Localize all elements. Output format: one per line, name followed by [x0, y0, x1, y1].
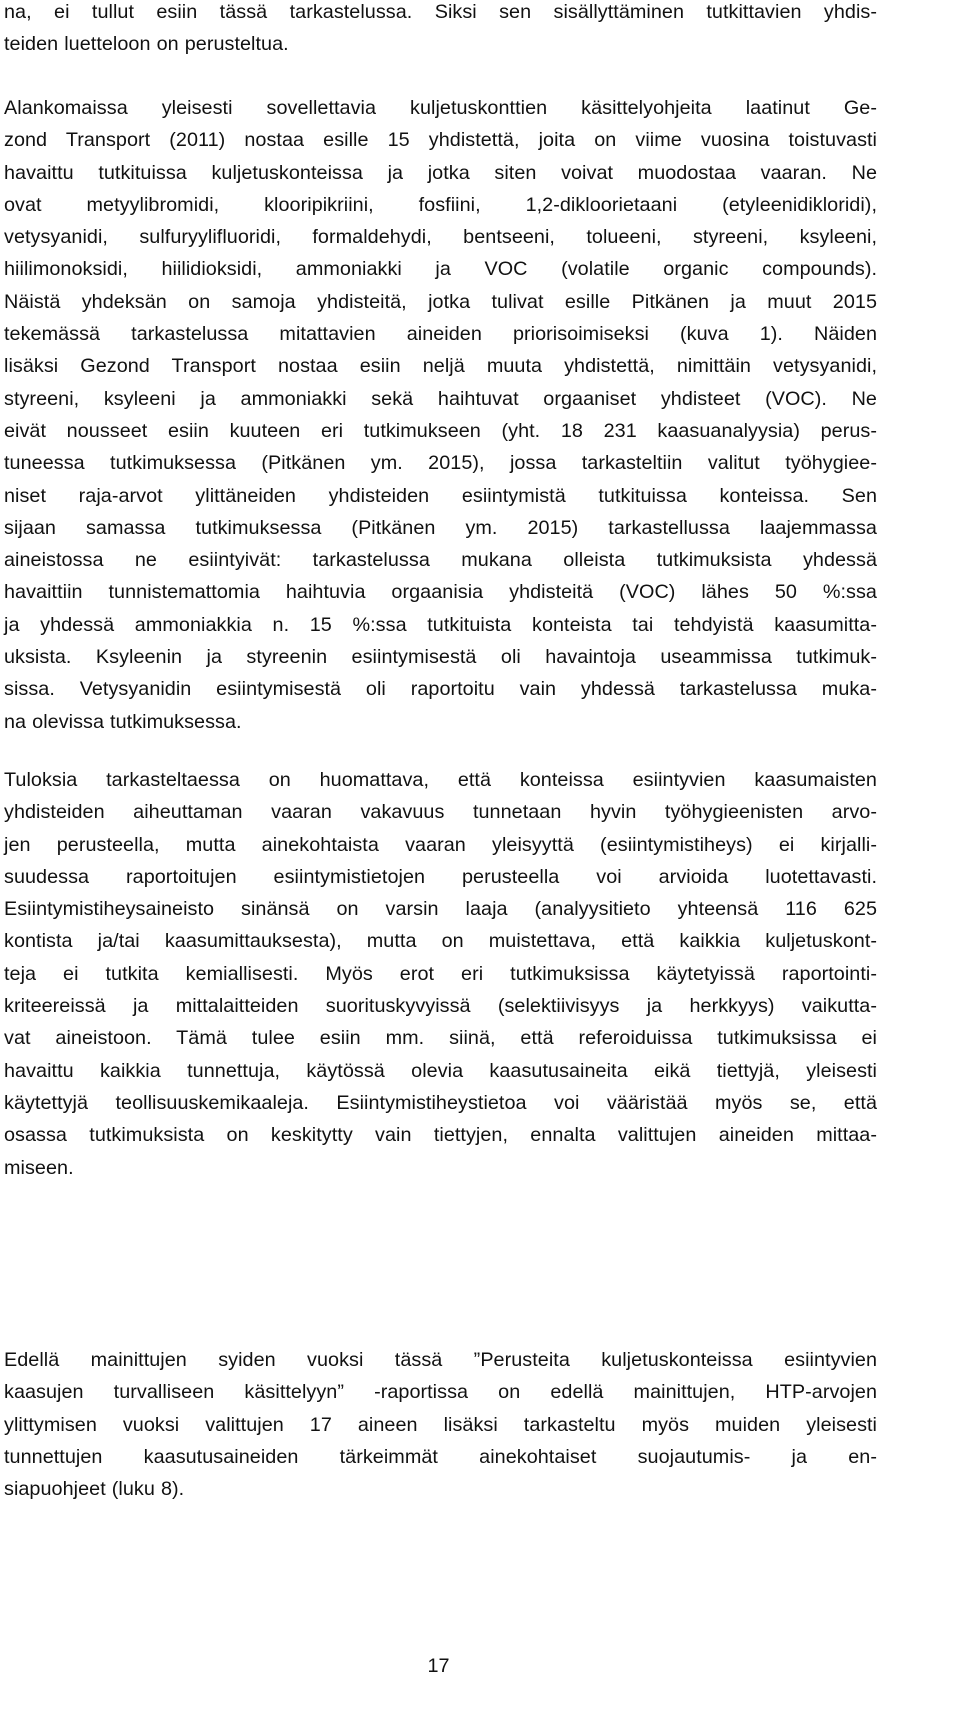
text-line: hiilimonoksidi, hiilidioksidi, ammoniakki ja VOC (volatile organic compounds).: [4, 258, 877, 281]
text-line: siapuohjeet (luku 8).: [4, 1478, 185, 1501]
text-line: lisäksi Gezond Transport nostaa esiin neljä muuta yhdistettä, nimittäin vetysyanidi,: [4, 355, 877, 378]
text-line: sissa. Vetysyanidin esiintymisestä oli raportoitu vain yhdessä tarkastelussa muka-: [4, 678, 877, 701]
text-line: na, ei tullut esiin tässä tarkastelussa. Siksi sen sisällyttäminen tutkittavien yhdis-: [4, 1, 877, 23]
text-line: tunnettujen kaasutusaineiden tärkeimmät ainekohtaiset suojautumis- ja en-: [4, 1445, 877, 1468]
text-line: aineistossa ne esiintyivät: tarkastelussa mukana olleista tutkimuksista yhdessä: [4, 549, 877, 572]
text-line: kaasujen turvalliseen käsittelyyn” -raportissa on edellä mainittujen, HTP-arvojen: [4, 1381, 877, 1404]
paragraph-intro: [4, 0, 877, 61]
paragraph-gezond-transport: [4, 92, 877, 738]
text-line: havaittu kaikkia tunnettuja, käytössä olevia kaasutusaineita eikä tiettyjä, yleisesti: [4, 1059, 877, 1082]
text-line: Tuloksia tarkasteltaessa on huomattava, että konteissa esiintyvien kaasumaisten: [4, 769, 877, 791]
text-line: Edellä mainittujen syiden vuoksi tässä ”Perusteita kuljetuskonteissa esiintyvien: [4, 1349, 877, 1371]
text-line: käytettyjä teollisuuskemikaaleja. Esiintymistiheystietoa voi vääristää myös se, että: [4, 1091, 877, 1114]
text-line: na olevissa tutkimuksessa.: [4, 710, 242, 733]
paragraph-edella: [4, 1344, 877, 1505]
text-line: uksista. Ksyleenin ja styreenin esiintymisestä oli havaintoja useammissa tutkimuk-: [4, 646, 877, 669]
text-line: Näistä yhdeksän on samoja yhdisteitä, jotka tulivat esille Pitkänen ja muut 2015: [4, 290, 877, 313]
text-line: kriteereissä ja mittalaitteiden suorituskyvyissä (selektiivisyys ja herkkyys) vaikutta-: [4, 995, 877, 1018]
text-line: havaittu tutkituissa kuljetuskonteissa ja jotka siten voivat muodostaa vaaran. Ne: [4, 161, 877, 184]
text-line: sijaan samassa tutkimuksessa (Pitkänen ym. 2015) tarkastellussa laajemmassa: [4, 516, 877, 539]
paragraph-tuloksia: [4, 764, 877, 1184]
text-line: jen perusteella, mutta ainekohtaista vaaran yleisyyttä (esiintymistiheys) ei kirjalli-: [4, 833, 877, 856]
text-line: zond Transport (2011) nostaa esille 15 yhdistettä, joita on viime vuosina toistuvasti: [4, 129, 877, 152]
text-line: suudessa raportoitujen esiintymistietojen perusteella voi arvioida luotettavasti.: [4, 865, 877, 888]
text-line: tuneessa tutkimuksessa (Pitkänen ym. 2015), jossa tarkasteltiin valitut työhygiee-: [4, 452, 877, 475]
text-line: styreeni, ksyleeni ja ammoniakki sekä haihtuvat orgaaniset yhdisteet (VOC). Ne: [4, 387, 877, 410]
text-line: Alankomaissa yleisesti sovellettavia kuljetuskonttien käsittelyohjeita laatinut Ge-: [4, 97, 877, 119]
text-line: Esiintymistiheysaineisto sinänsä on varsin laaja (analyysitieto yhteensä 116 625: [4, 898, 877, 921]
page-number: 17: [427, 1655, 450, 1677]
text-line: teiden luetteloon on perusteltua.: [4, 33, 289, 56]
text-line: kontista ja/tai kaasumittauksesta), mutta on muistettava, että kaikkia kuljetuskont-: [4, 930, 877, 953]
text-line: ylittymisen vuoksi valittujen 17 aineen lisäksi tarkasteltu myös muiden yleisesti: [4, 1413, 877, 1436]
text-line: vetysyanidi, sulfuryylifluoridi, formaldehydi, bentseeni, tolueeni, styreeni, ksyleeni,: [4, 226, 877, 249]
text-line: yhdisteiden aiheuttaman vaaran vakavuus tunnetaan hyvin työhygieenisten arvo-: [4, 801, 877, 824]
text-line: havaittiin tunnistemattomia haihtuvia orgaanisia yhdisteitä (VOC) lähes 50 %:ssa: [4, 581, 877, 604]
text-line: niset raja-arvot ylittäneiden yhdisteiden esiintymistä tutkituissa konteissa. Sen: [4, 484, 877, 507]
text-line: vat aineistoon. Tämä tulee esiin mm. siinä, että referoiduissa tutkimuksissa ei: [4, 1027, 877, 1050]
text-line: eivät nousseet esiin kuuteen eri tutkimukseen (yht. 18 231 kaasuanalyysia) perus-: [4, 419, 877, 442]
text-line: tekemässä tarkastelussa mitattavien aineiden priorisoimiseksi (kuva 1). Näiden: [4, 323, 877, 346]
text-line: osassa tutkimuksista on keskitytty vain tiettyjen, ennalta valittujen aineiden mittaa-: [4, 1124, 877, 1147]
text-line: ovat metyylibromidi, klooripikriini, fosfiini, 1,2-dikloorietaani (etyleenidikloridi),: [4, 193, 877, 216]
text-line: miseen.: [4, 1156, 74, 1179]
text-line: ja yhdessä ammoniakkia n. 15 %:ssa tutkituista konteista tai tehdyistä kaasumitta-: [4, 613, 877, 636]
text-line: teja ei tutkita kemiallisesti. Myös erot eri tutkimuksissa käytetyissä raportointi-: [4, 962, 877, 985]
